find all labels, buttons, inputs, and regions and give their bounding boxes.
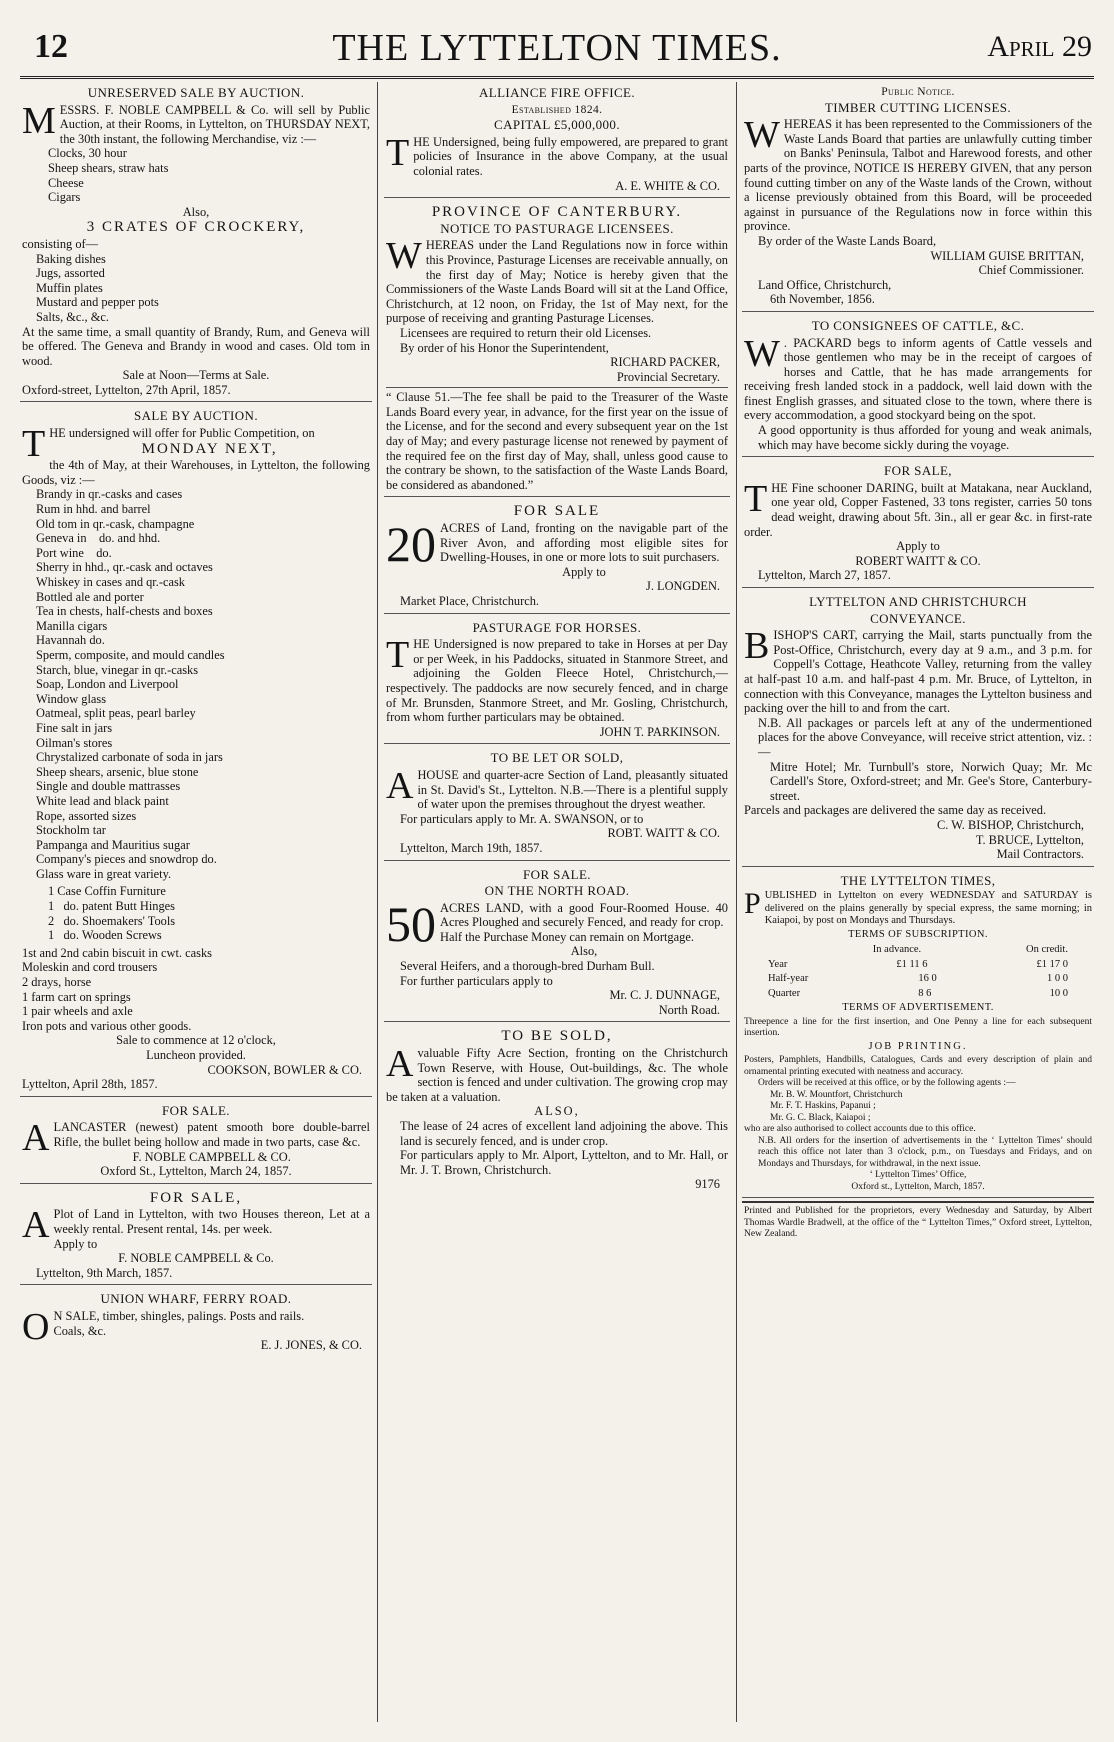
- table-cell: 10 0: [1049, 987, 1068, 999]
- column-2: [384, 82, 730, 1722]
- list-item: Baking dishes: [36, 251, 106, 266]
- advert-text: Orders will be received at this office, or by the following agents :—: [758, 1078, 1016, 1089]
- advert-text: Luncheon provided.: [146, 1048, 246, 1062]
- advert-signature: A. E. WHITE & CO.: [615, 178, 720, 193]
- masthead: [20, 22, 1094, 78]
- advert-text: HE Undersigned is now prepared to take in Horses at per Day or per Week, in his Paddocks, situated in Stanmore Street, and adjoining the Golden Fleece Hotel, Christchurch,—respectively. The paddocks are now securely fenced, and in charge of Mr. Brunsden, Stanmore Street, and Mr. Gosling, Christchurch, from whom further particulars may be obtained.: [386, 637, 728, 725]
- advert-subheading: NOTICE TO PASTURAGE LICENSEES.: [440, 220, 674, 236]
- list-item: Rum in hhd. and barrel: [36, 502, 151, 517]
- advert-text: N.B. All orders for the insertion of advertisements in the ‘ Lyttelton Times’ should reach this office not later than 3 o'clock, p.m., on Tuesdays and Fridays, and on Mondays and Thursdays, for withdrawal, in the next issue.: [758, 1135, 1092, 1169]
- advert-text: N.B. All packages or parcels left at any of the undermentioned places for the above Conveyance, will receive strict attention, viz. :—: [758, 715, 1092, 759]
- advert-for-sale-rifle: [20, 1100, 372, 1184]
- table-cell: £1 11 6: [896, 958, 928, 970]
- drop-cap: W: [386, 235, 422, 278]
- advert-subheading: ON THE NORTH ROAD.: [484, 883, 630, 899]
- list-item: Chrystalized carbonate of soda in jars: [36, 750, 223, 765]
- advert-conveyance: [742, 591, 1094, 867]
- drop-cap: M: [22, 99, 56, 142]
- drop-cap: O: [22, 1305, 50, 1348]
- advert-schooner: [742, 460, 1094, 588]
- imprint: [742, 1201, 1094, 1245]
- advert-text: who are also authorised to collect accounts due to this office.: [744, 1124, 976, 1135]
- advert-signature: F. NOBLE CAMPBELL & CO.: [132, 1149, 291, 1164]
- list-item: Manilla cigars: [36, 618, 108, 633]
- advert-place: North Road.: [658, 1002, 720, 1017]
- advert-signature: T. BRUCE, Lyttelton,: [975, 832, 1084, 847]
- list-item: Starch, blue, vinegar in qr.-casks: [36, 662, 199, 677]
- column-rule: [377, 82, 378, 1722]
- advert-heading: UNION WHARF, FERRY ROAD.: [100, 1291, 292, 1307]
- advert-signature: WILLIAM GUISE BRITTAN,: [930, 248, 1084, 263]
- drop-cap: 50: [386, 895, 436, 952]
- advert-text: Parcels and packages are delivered the same day as received.: [744, 803, 1047, 818]
- list-item: White lead and black paint: [36, 793, 169, 808]
- goods-list: [22, 946, 370, 1034]
- advert-text: ISHOP'S CART, carrying the Mail, starts punctually from the Post-Office, Christchurch, every day at 9 a.m., and 3 p.m. for Coppell's Cottage, Heathcote Valley, returning from the valley at half-past 10 a.m. and half-past 4 p.m. Mr. Bruce, of Lyttelton, in connection with this Conveyance, manages the Lyttelton business and packing over the hill to and from the cart.: [744, 628, 1092, 716]
- advert-text: ESSRS. F. NOBLE CAMPBELL & Co. will sell by Public Auction, at their Rooms, in Lyttelton, on THURSDAY NEXT, the 30th instant, the following Merchandise, viz :—: [59, 102, 370, 146]
- advert-text: HE undersigned will offer for Public Competition, on: [49, 426, 315, 441]
- advert-signature: ROBERT WAITT & CO.: [855, 553, 981, 568]
- advert-heading: TO BE SOLD,: [501, 1028, 613, 1045]
- advert-heading: PASTURAGE FOR HORSES.: [472, 619, 642, 635]
- list-item: Cheese: [48, 175, 84, 190]
- table-cell: 16 0: [918, 973, 937, 985]
- table-cell: 8 6: [918, 987, 932, 999]
- advert-text: Threepence a line for the first insertion, and One Penny a line for each subsequent insertion.: [744, 1016, 1092, 1039]
- drop-cap: W: [744, 114, 780, 157]
- advert-text: LANCASTER (newest) patent smooth bore double-barrel Rifle, the bullet being hollow and made in two parts, case &c.: [53, 1120, 370, 1149]
- advert-text: ACRES LAND, with a good Four-Roomed House. 40 Acres Ploughed and securely Fenced, and ready for crop.: [440, 900, 728, 930]
- page-number: 12: [34, 28, 68, 65]
- advert-heading: PROVINCE OF CANTERBURY.: [431, 204, 683, 221]
- table-header: On credit.: [1025, 943, 1068, 955]
- advert-heading: ALLIANCE FIRE OFFICE.: [478, 85, 636, 100]
- advert-to-let: [384, 747, 730, 860]
- list-item: Geneva in do. and hhd.: [36, 531, 161, 546]
- advert-text: For particulars apply to Mr. Alport, Lyttelton, and to Mr. Hall, or Mr. J. T. Brown, Christchurch.: [400, 1148, 728, 1177]
- advert-text: For particulars apply to Mr. A. SWANSON, or to: [400, 811, 644, 826]
- list-item: Sherry in hhd., qr.-cask and octaves: [36, 560, 213, 575]
- advert-signature: RICHARD PACKER,: [610, 355, 720, 370]
- advert-text: Also,: [570, 944, 598, 959]
- advert-text: Apply to: [562, 564, 606, 579]
- list-item: Tea in chests, half-chests and boxes: [36, 604, 213, 619]
- advert-signature: E. J. JONES, & CO.: [260, 1338, 362, 1353]
- list-item: Rope, assorted sizes: [36, 808, 137, 823]
- advert-date: Lyttelton, 9th March, 1857.: [36, 1265, 173, 1280]
- advert-number: 9176: [695, 1177, 720, 1192]
- advert-heading: THE LYTTELTON TIMES,: [840, 872, 996, 888]
- list-item: Bottled ale and porter: [36, 589, 144, 604]
- advert-text: consisting of—: [22, 236, 99, 251]
- advert-label: Public Notice.: [881, 86, 955, 98]
- table-header: In advance.: [872, 943, 922, 955]
- advert-text: Half the Purchase Money can remain on Mortgage.: [440, 929, 694, 944]
- advert-text: At the same time, a small quantity of Brandy, Rum, and Geneva will be offered. The Geneva and Brandy in wood and cases. Old tom in wood.: [22, 324, 370, 368]
- column-rule: [736, 82, 737, 1722]
- advert-signature: J. LONGDEN.: [646, 579, 720, 594]
- advert-date: Oxford St., Lyttelton, March 24, 1857.: [100, 1164, 292, 1179]
- advert-signatory-title: Chief Commissioner.: [978, 263, 1084, 278]
- advert-heading: FOR SALE: [513, 503, 601, 520]
- advert-text: Apply to: [53, 1236, 98, 1251]
- table-cell: £1 17 0: [1036, 958, 1068, 970]
- advert-date: Oxford st., Lyttelton, March, 1857.: [851, 1181, 985, 1192]
- list-item: 1 do. patent Butt Hinges: [48, 899, 175, 914]
- list-item: 1 farm cart on springs: [22, 989, 131, 1004]
- list-item: Window glass: [36, 691, 107, 706]
- drop-cap: W: [744, 332, 780, 375]
- drop-cap: P: [744, 887, 761, 921]
- list-item: Salts, &c., &c.: [36, 309, 109, 324]
- list-item: Mr. F. T. Haskins, Papanui ;: [770, 1101, 876, 1112]
- list-item: Sheep shears, straw hats: [48, 160, 169, 175]
- drop-cap: 20: [386, 516, 436, 573]
- advert-date: Lyttelton, March 27, 1857.: [758, 568, 891, 583]
- table-cell: 1 0 0: [1046, 973, 1068, 985]
- list-item: Clocks, 30 hour: [48, 146, 127, 161]
- advert-text: Also,: [182, 204, 210, 219]
- advert-signature: C. W. BISHOP, Christchurch,: [937, 817, 1084, 832]
- advert-text: The lease of 24 acres of excellent land adjoining the above. This land is securely fenced, and is under crop.: [400, 1119, 728, 1148]
- advert-lyttelton-times: [742, 870, 1094, 1198]
- list-item: Moleskin and cord trousers: [22, 960, 158, 975]
- advert-signatory-title: Mail Contractors.: [996, 847, 1084, 862]
- advert-for-sale-land: [20, 1187, 372, 1286]
- advert-text: ‘ Lyttelton Times’ Office,: [869, 1170, 967, 1181]
- advert-heading: SALE BY AUCTION.: [133, 408, 258, 424]
- advert-heading: TO BE LET OR SOLD,: [490, 750, 624, 766]
- advert-heading: FOR SALE.: [523, 866, 591, 882]
- advert-heading: FOR SALE,: [149, 1189, 243, 1206]
- drop-cap: T: [744, 477, 768, 520]
- advert-signature: Mr. C. J. DUNNAGE,: [609, 988, 720, 1003]
- list-item: Jugs, assorted: [36, 266, 105, 281]
- drop-cap: B: [744, 625, 770, 668]
- list-item: 1st and 2nd cabin biscuit in cwt. casks: [22, 945, 212, 960]
- advert-date: Oxford-street, Lyttelton, 27th April, 1857.: [22, 382, 231, 397]
- advert-text: the 4th of May, at their Warehouses, in Lyttelton, the following Goods, viz :—: [22, 458, 370, 487]
- goods-list: [22, 884, 370, 942]
- list-item: 2 do. Shoemakers' Tools: [48, 913, 176, 928]
- table-cell: Half-year: [768, 973, 809, 985]
- advert-date: Lyttelton, March 19th, 1857.: [400, 840, 543, 855]
- advert-north-road: [384, 864, 730, 1023]
- advert-text: HE Fine schooner DARING, built at Matakana, near Auckland, one year old, Copper Fastened, 33 tons register, carries 50 tons dead weight, drawing about 5ft. 3in., all er gear &c. in first-rate order.: [744, 480, 1092, 539]
- advert-text: By order of the Waste Lands Board,: [758, 233, 937, 248]
- list-item: Single and double mattrasses: [36, 779, 181, 794]
- goods-list: [22, 487, 370, 881]
- list-item: Brandy in qr.-casks and cases: [36, 487, 183, 502]
- advert-terms: Sale at Noon—Terms at Sale.: [122, 368, 270, 383]
- table-cell: Quarter: [768, 987, 801, 999]
- advert-pasturage-horses: [384, 617, 730, 745]
- column-1: [20, 82, 372, 1722]
- masthead-rule: [20, 76, 1094, 79]
- advert-text: Several Heifers, and a thorough-bred Durham Bull.: [400, 959, 655, 974]
- list-item: Muffin plates: [36, 280, 103, 295]
- advert-text: Mitre Hotel; Mr. Turnbull's store, Norwich Quay; Mr. Mc Cardell's Store, Oxford-street; and Mr. Gee's Store, Canterbury-street.: [770, 759, 1092, 803]
- list-item: Fine salt in jars: [36, 720, 113, 735]
- list-item: Cigars: [48, 190, 81, 205]
- table-row: [744, 958, 1092, 973]
- list-item: 1 Case Coffin Furniture: [48, 884, 166, 899]
- advert-text: ACRES of Land, fronting on the navigable part of the River Avon, and affording most eligible sites for Dwelling-Houses, in one or more lots to suit purchasers.: [440, 521, 728, 565]
- list-item: Stockholm tar: [36, 823, 106, 838]
- drop-cap: A: [386, 764, 414, 807]
- agents-list: [744, 1090, 1092, 1125]
- advert-heading: TO CONSIGNEES OF CATTLE, &C.: [811, 317, 1025, 333]
- list-item: 2 drays, horse: [22, 975, 92, 990]
- list-item: Oatmeal, split peas, pearl barley: [36, 706, 196, 721]
- subscription-table: [744, 958, 1092, 1002]
- advert-subheading: JOB PRINTING.: [868, 1040, 968, 1052]
- advert-text: Licensees are required to return their old Licenses.: [400, 325, 652, 340]
- list-item: 1 pair wheels and axle: [22, 1004, 133, 1019]
- advert-subheading: MONDAY NEXT,: [141, 440, 278, 457]
- advert-consignees: [742, 315, 1094, 457]
- drop-cap: A: [22, 1204, 50, 1247]
- advert-province-canterbury: [384, 201, 730, 497]
- advert-text: valuable Fifty Acre Section, fronting on the Christchurch Town Reserve, with House, Out-buildings, &c. The whole section is fenced and under cultivation. The growing crop may be taken at a valuation.: [386, 1046, 728, 1104]
- list-item: Iron pots and various other goods.: [22, 1018, 192, 1033]
- advert-text: HE Undersigned, being fully empowered, are prepared to grant policies of Insurance in the above Company, at the usual colonial rates.: [413, 134, 728, 178]
- advert-signature: F. NOBLE CAMPBELL & Co.: [118, 1251, 274, 1266]
- list-item: Glass ware in great variety.: [36, 866, 172, 881]
- list-item: Mr. G. C. Black, Kaiapoi ;: [770, 1112, 871, 1123]
- advert-for-sale-acres: [384, 500, 730, 613]
- column-3: [742, 82, 1094, 1722]
- advert-text: “ Clause 51.—The fee shall be paid to the Treasurer of the Waste Lands Board every year, in advance, for the first year on the issue of the License, and for the second and every subsequent year on the 1st day of May; and every pasturage license not renewed by payment of the required fee on the first day of May, shall, unless good cause to the contrary be shown, to the satisfaction of the Waste Lands Board, be considered as abandoned.”: [386, 387, 728, 492]
- advert-signature: COOKSON, BOWLER & CO.: [207, 1062, 362, 1077]
- advert-text: N SALE, timber, shingles, palings. Posts and rails.: [53, 1308, 305, 1323]
- list-item: Mr. B. W. Mountfort, Christchurch: [770, 1089, 903, 1100]
- list-item: Port wine do.: [36, 545, 112, 560]
- advert-subheading: CONVEYANCE.: [870, 610, 966, 626]
- advert-subheading: Established 1824.: [511, 103, 603, 116]
- table-cell: Year: [768, 958, 788, 970]
- list-item: Mustard and pepper pots: [36, 295, 159, 310]
- list-item: Soap, London and Liverpool: [36, 677, 179, 692]
- imprint-text: Printed and Published for the proprietors, every Wednesday and Saturday, by Albert Thomas Wardle Bradwell, at the office of the “ Lyttelton Times,” Oxford street, Lyttelton, New Zealand.: [744, 1206, 1092, 1240]
- advert-text: Apply to: [896, 539, 940, 554]
- advert-union-wharf: [20, 1288, 372, 1356]
- advert-text: HOUSE and quarter-acre Section of Land, pleasantly situated in St. David's St., Lyttelton. N.B.—There is a plentiful supply of water upon the premises throughout the dryest weather.: [417, 767, 728, 812]
- drop-cap: A: [386, 1043, 414, 1086]
- advert-text: ALSO,: [534, 1104, 580, 1119]
- drop-cap: T: [22, 423, 46, 466]
- advert-date: Market Place, Christchurch.: [400, 594, 540, 608]
- advert-text: . PACKARD begs to inform agents of Cattle vessels and those gentlemen who may be in the receipt of cargoes of horses and Cattle, that he has made arrangements for receiving fresh landed stock in a paddock, well laid down with the finest English grasses, and situated close to the town, where there is every accommodation, a good stockyard being on the spot.: [744, 335, 1092, 423]
- list-item: Sheep shears, arsenic, blue stone: [36, 764, 199, 779]
- advert-signature: ROBT. WAITT & CO.: [607, 826, 720, 841]
- advert-timber-licenses: [742, 82, 1094, 312]
- advert-heading: UNRESERVED SALE BY AUCTION.: [87, 85, 305, 100]
- newspaper-title: THE LYTTELTON TIMES.: [332, 27, 782, 69]
- advert-text: HEREAS under the Land Regulations now in force within this Province, Pasturage Licenses are receivable annually, on the first day of May; Notice is hereby given that the Commissioners of the Waste Lands Board will sit at the Land Office, Christchurch, at 12 noon, on Friday, the 1st of May next, for the purpose of receiving and granting Pasturage Licenses.: [386, 238, 728, 326]
- advert-heading: FOR SALE.: [162, 1102, 230, 1118]
- advert-heading: TIMBER CUTTING LICENSES.: [824, 99, 1012, 115]
- advert-text: Posters, Pamphlets, Handbills, Catalogues, Cards and every description of plain and ornamental printing executed with neatness and accuracy.: [744, 1055, 1092, 1077]
- list-item: Whiskey in cases and qr.-cask: [36, 575, 185, 589]
- list-item: Old tom in qr.-cask, champagne: [36, 516, 195, 531]
- advert-signature: JOHN T. PARKINSON.: [599, 724, 720, 739]
- issue-date: April 29: [987, 30, 1092, 63]
- drop-cap: A: [22, 1117, 50, 1160]
- advert-date: Land Office, Christchurch,: [758, 277, 892, 292]
- advert-subheading: TERMS OF SUBSCRIPTION.: [848, 928, 988, 940]
- advert-text: Plot of Land in Lyttelton, with two Houses thereon, Let at a weekly rental. Present rental, 14s. per week.: [53, 1207, 370, 1236]
- list-item: Oilman's stores: [36, 735, 113, 750]
- advert-date: Lyttelton, April 28th, 1857.: [22, 1077, 158, 1092]
- list-item: Sperm, composite, and mould candles: [36, 647, 225, 662]
- drop-cap: T: [386, 634, 410, 677]
- advert-text: Sale to commence at 12 o'clock,: [116, 1033, 276, 1048]
- list-item: Havannah do.: [36, 633, 105, 648]
- advert-text: For further particulars apply to: [400, 973, 553, 988]
- advert-sale-by-auction: [20, 405, 372, 1096]
- advert-heading: LYTTELTON AND CHRISTCHURCH: [809, 594, 1027, 609]
- advert-subheading: CAPITAL £5,000,000.: [494, 117, 620, 133]
- table-row: [744, 972, 1092, 987]
- advert-to-be-sold: [384, 1025, 730, 1196]
- drop-cap: T: [386, 131, 410, 174]
- advert-text: Coals, &c.: [53, 1323, 107, 1338]
- advert-text: A good opportunity is thus afforded for young and weak animals, which may have become sickly during the voyage.: [758, 423, 1092, 452]
- advert-alliance-fire: [384, 82, 730, 198]
- list-item: Pampanga and Mauritius sugar: [36, 837, 190, 852]
- table-row: [744, 987, 1092, 1002]
- advert-text: HEREAS it has been represented to the Commissioners of the Waste Lands Board that parties are unlawfully cutting timber on Banks' Peninsula, Talbot and Harewood forests, and other parts of the province, NOTICE IS HEREBY GIVEN, that any person found cutting timber on any of the Waste lands of the Crown, without a license previously obtained from this Board, will be proceeded against in pursuance of the Regulations now in force within this province.: [744, 117, 1092, 234]
- list-item: Company's pieces and snowdrop do.: [36, 852, 217, 867]
- advert-signatory-title: Provincial Secretary.: [616, 369, 720, 384]
- list-item: 1 do. Wooden Screws: [48, 928, 162, 943]
- advert-text: UBLISHED in Lyttelton on every WEDNESDAY and SATURDAY is delivered on the plains generally by special express, the same morning; in Kaiapoi, by post on Mondays and Thursdays.: [764, 890, 1092, 927]
- subscription-table-header: [744, 943, 1092, 958]
- advert-heading: FOR SALE,: [884, 463, 952, 479]
- advert-date: 6th November, 1856.: [770, 292, 875, 307]
- advert-unreserved-sale: [20, 82, 372, 402]
- advert-text: By order of his Honor the Superintendent,: [400, 340, 609, 355]
- advert-subheading: TERMS OF ADVERTISEMENT.: [842, 1002, 994, 1014]
- advert-subheading: 3 CRATES OF CROCKERY,: [86, 219, 306, 236]
